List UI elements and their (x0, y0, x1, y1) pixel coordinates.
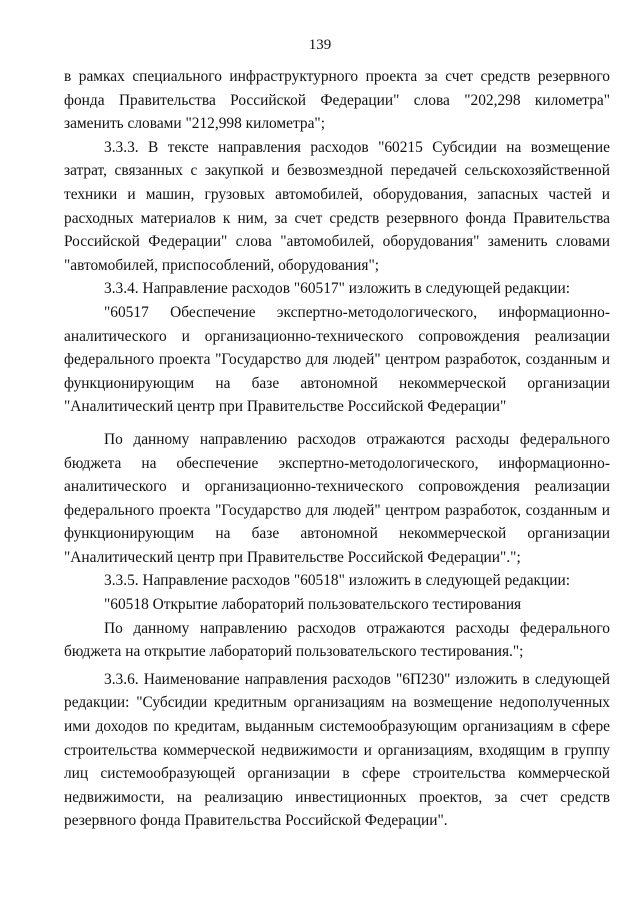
paragraph-60518-title: "60518 Открытие лабораторий пользовательского тестирования (104, 596, 522, 614)
page-number: 139 (308, 37, 332, 53)
paragraph-3-3-6: 3.3.6. Наименование направления расходов "6П230" изложить в следующей редакции: "Субсидии кредитным организациям на возмещение недополученных ими доходов по кредитам, выданным системообразующим организациям в сфере строительства коммерческой недвижимости и организациям, входящим в группу лиц системообразующей организации в сфере строительства коммерческой недвижимости, на реализацию инвестиционных проектов, за счет средств резервного фонда Правительства Российской Федерации". (64, 670, 610, 830)
paragraph-3-3-5: 3.3.5. Направление расходов "60518" изложить в следующей редакции: (104, 572, 571, 590)
paragraph-3-3-3: 3.3.3. В тексте направления расходов "60215 Субсидии на возмещение затрат, связанных с закупкой и безвозмездной передачей сельскохозяйственной техники и машин, грузовых автомобилей, оборудования, запасных частей и расходных материалов к ним, за счет средств резервного фонда Правительства Российской Федерации" слова "автомобилей, оборудования" заменить словами "автомобилей, приспособлений, оборудования"; (64, 138, 610, 274)
paragraph-60517-description: По данному направлению расходов отражаются расходы федерального бюджета на обеспечение экспертно-методологического, информационно-аналитического и организационно-технического сопровождения реализации федерального проекта "Государство для людей" центром разработок, созданным и функционирующим на базе автономной некоммерческой организации "Аналитический центр при Правительстве Российской Федерации"."; (64, 430, 610, 566)
paragraph-60517-title: "60517 Обеспечение экспертно-методологического, информационно-аналитического и организационно-технического сопровождения реализации федерального проекта "Государство для людей" центром разработок, созданным и функционирующим на базе автономной некоммерческой организации "Аналитический центр при Правительстве Российской Федерации" (64, 303, 610, 416)
paragraph-60518-description: По данному направлению расходов отражаются расходы федерального бюджета на открытие лабораторий пользовательского тестирования."; (64, 619, 610, 661)
paragraph-3-3-4: 3.3.4. Направление расходов "60517" изложить в следующей редакции: (104, 280, 571, 298)
document-body (64, 65, 610, 833)
paragraph-continuation: в рамках специального инфраструктурного проекта за счет средств резервного фонда Правительства Российской Федерации" слова "202,298 километра" заменить словами "212,998 километра"; (64, 68, 610, 133)
